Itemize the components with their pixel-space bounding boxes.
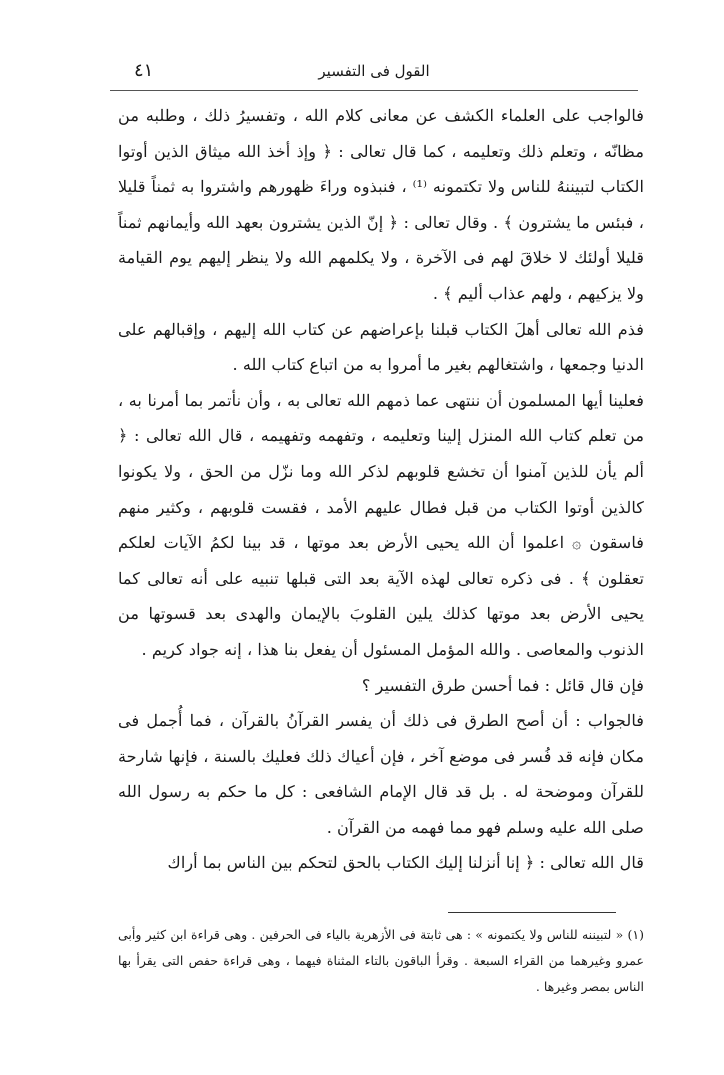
paragraph: فعلينا أيها المسلمون أن ننتهى عما ذمهم الله تعالى به ، وأن نأتمر بما أمرنا به ، من تعلم كتاب الله المنزل إلينا وتعليمه ، وتفهمه وتفهيمه ، قال الله تعالى : ﴿ ألم يأن للذين آمنوا أن تخشع قلوبهم لذكر الله وما نزّل من الحق ، ولا يكونوا كالذين أوتوا الكتاب من قبل فطال عليهم الأمد ، فقست قلوبهم ، وكثير منهم فاسقون ۞ اعلموا أن الله يحيى الأرض بعد موتها ، قد بينا لكمُ الآيات لعلكم تعقلون ﴾ . فى ذكره تعالى لهذه الآية بعد التى قبلها تنبيه على أنه تعالى كما يحيى الأرض بعد موتها كذلك يلين القلوبَ بالإيمان والهدى بعد قسوتها من الذنوب والمعاصى . والله المؤمل المسئول أن يفعل بنا هذا ، إنه جواد كريم . <box>118 390 644 659</box>
running-title: القول فى التفسير <box>318 62 430 80</box>
paragraph: فذم الله تعالى أهلَ الكتاب قبلنا بإعراضهم عن كتاب الله إليهم ، وإقبالهم على الدنيا وجمعها ، واشتغالهم بغير ما أمروا به من اتباع كتاب الله . <box>118 319 644 375</box>
paragraph: قال الله تعالى : ﴿ إنا أنزلنا إليك الكتاب بالحق لتحكم بين الناس بما أراك <box>167 853 644 873</box>
paragraph: فالواجب على العلماء الكشف عن معانى كلام الله ، وتفسيرُ ذلك ، وطلبه من مظانّه ، وتعلم ذلك وتعليمه ، كما قال تعالى : ﴿ وإذ أخذ الله ميثاق الذين أوتوا الكتاب لتبيننهُ للناس ولا تكتمونه ⁽¹⁾ ، فنبذوه وراءَ ظهورهم واشتروا به ثمناً قليلا ، فبئس ما يشترون ﴾ . وقال تعالى : ﴿ إنّ الذين يشترون بعهد الله وأيمانهم ثمناً قليلا أولئك لا خلاقَ لهم فى الآخرة ، ولا يكلمهم الله ولا ينظر إليهم يوم القيامة ولا يزكيهم ، ولهم عذاب أليم ﴾ . <box>118 106 644 303</box>
paragraph: فإن قال قائل : فما أحسن طرق التفسير ؟ <box>361 675 644 695</box>
footnote-divider <box>448 912 616 913</box>
page-number: ٤١ <box>134 60 154 81</box>
page-header <box>110 62 638 91</box>
main-text <box>118 98 644 881</box>
footnote <box>118 922 644 1000</box>
paragraph: فالجواب : أن أصح الطرق فى ذلك أن يفسر القرآنُ بالقرآن ، فما أُجمل فى مكان فإنه قد فُسر فى موضع آخر ، فإن أعياك ذلك فعليك بالسنة ، فإنها شارحة للقرآن وموضحة له . بل قد قال الإمام الشافعى : كل ما حكم به رسول الله صلى الله عليه وسلم فهو مما فهمه من القرآن . <box>118 711 644 837</box>
footnote-text: (١) « لتبيننه للناس ولا يكتمونه » : هى ثابتة فى الأزهرية بالياء فى الحرفين . وهى قراءة ابن كثير وأبى عمرو وغيرهما من القراء السبعة . وقرأ الباقون بالتاء المثناة فيهما ، وهى قراءة حفص التى يقرأ بها الناس بمصر وغيرها . <box>118 927 644 994</box>
